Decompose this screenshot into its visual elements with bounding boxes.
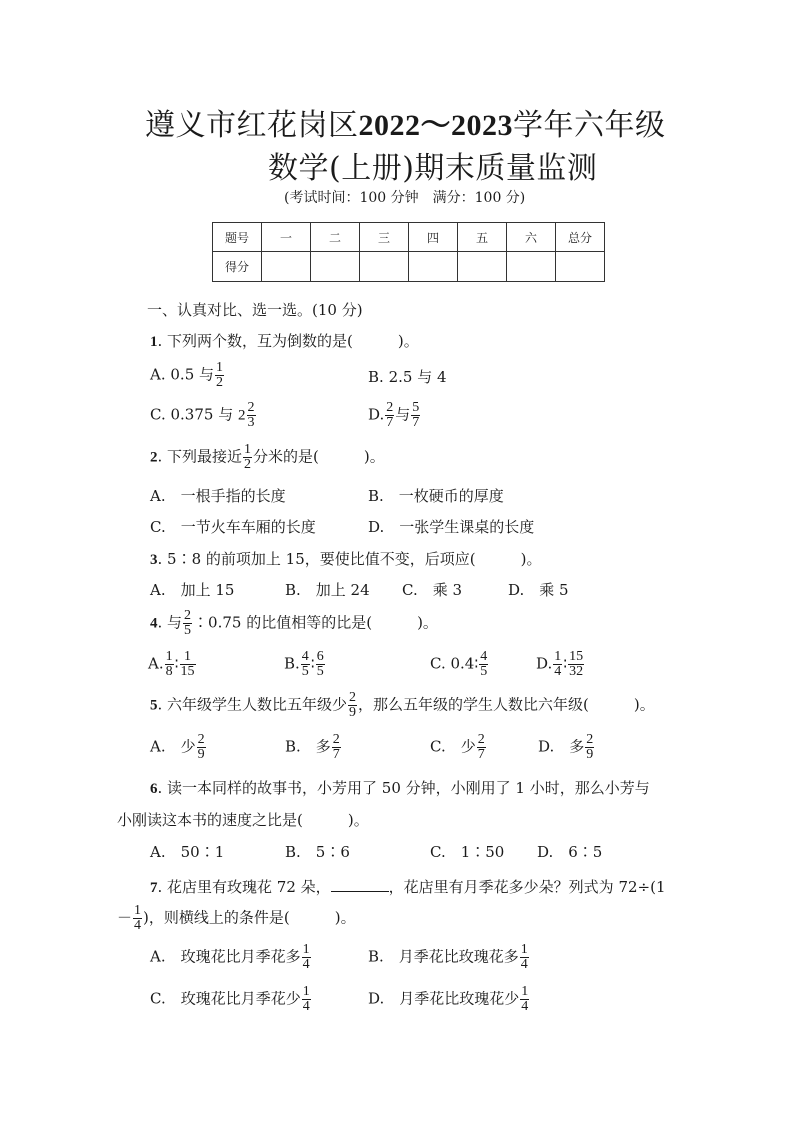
q5-option-c [430,733,487,762]
score-header-cell: 总分 [556,223,605,252]
fraction [477,733,486,762]
numerator: 1 [554,649,562,664]
q2-option-c: C. 一节火车车厢的长度 [150,518,316,536]
question-3-stem [150,552,541,568]
q1-option-d [368,401,421,430]
numerator: 1 [134,903,142,918]
numerator: 1 [521,984,529,999]
option-text: D. 月季花比玫瑰花少 [368,989,520,1008]
answer-blank[interactable] [331,877,389,892]
question-text: . 花店里有玫瑰花 72 朵， [157,878,331,896]
q6-option-b: B. 5∶6 [285,843,350,861]
fraction [197,733,206,762]
denominator: 7 [386,415,394,430]
question-number: 5 [150,697,158,714]
numerator: 2 [197,732,205,747]
q4-option-c [430,650,489,679]
score-row-label: 得分 [213,252,262,282]
numerator: 2 [332,732,340,747]
fraction [302,985,311,1014]
option-text: 与 [395,405,411,424]
q7-option-c [150,985,312,1014]
question-6-stem-cont: 小刚读这本书的速度之比是( )。 [117,811,369,829]
option-label: A. [148,654,164,673]
question-text: . 5∶8 的前项加上 15，要使比值不变，后项应( )。 [157,550,542,568]
numerator: 1 [302,942,310,957]
denominator: 15 [180,664,195,679]
denominator: 3 [247,415,255,430]
fraction [520,943,529,972]
score-header-cell: 二 [311,223,360,252]
denominator: 7 [477,747,485,762]
numerator: 4 [480,649,488,664]
q1-option-c [150,401,257,430]
fraction [183,609,192,638]
score-header-cell: 题号 [213,223,262,252]
numerator: 2 [247,400,255,415]
page-subtitle [268,143,597,187]
score-cell[interactable] [556,252,605,282]
q4-option-a [148,650,197,679]
score-cell[interactable] [360,252,409,282]
fraction [302,943,311,972]
fraction [479,650,488,679]
option-text: A. 玫瑰花比月季花多 [150,947,301,966]
question-number: 6 [150,781,158,797]
title-years: 2022～2023 [358,109,513,142]
question-text: . 与 [157,613,183,632]
q6-option-c: C. 1∶50 [430,843,505,861]
fraction [133,904,142,933]
option-label: B. [368,368,384,386]
option-text: 0.4∶ [450,654,479,673]
ratio-colon: ∶ [563,654,568,673]
score-cell[interactable] [409,252,458,282]
question-number: 3 [150,552,158,568]
q4-option-d [536,650,585,679]
q1-option-b [368,370,447,385]
question-6-stem [150,781,650,797]
denominator: 5 [184,623,192,638]
fraction [165,650,174,679]
q5-option-d [538,733,595,762]
numerator: 1 [520,942,528,957]
score-header-cell: 一 [262,223,311,252]
option-text: 0.375 与 [170,405,234,424]
q4-option-b [284,650,326,679]
ratio-colon: ∶ [174,654,179,673]
fraction [568,650,584,679]
denominator: 9 [586,747,594,762]
question-1-stem [150,334,419,350]
fraction [215,361,224,390]
denominator: 5 [316,664,324,679]
option-text: A. 少 [150,737,196,756]
score-cell[interactable] [311,252,360,282]
title-part1: 遵义市红花岗区 [145,108,359,143]
denominator: 2 [244,457,252,472]
option-label: C. [430,654,446,673]
option-label: A. [150,365,166,384]
question-text: － [117,908,133,927]
score-header-cell: 三 [360,223,409,252]
question-2-stem [150,443,385,472]
option-label: C. [150,405,166,424]
numerator: 2 [386,400,394,415]
numerator: 1 [302,984,310,999]
q2-option-b: B. 一枚硬币的厚度 [368,487,504,505]
fraction [553,650,562,679]
question-number: 7 [150,880,158,896]
score-header-cell: 五 [458,223,507,252]
option-label: B. [284,654,300,673]
question-text: ，花店里有月季花多少朵？列式为 72÷(1 [388,878,666,896]
numerator: 2 [349,690,357,705]
question-text: . 六年级学生人数比五年级少 [157,695,348,714]
q1-option-a [150,361,225,390]
option-label: D. [368,405,385,424]
option-text: C. 玫瑰花比月季花少 [150,989,301,1008]
option-text: D. 多 [538,737,585,756]
q6-option-d: D. 6∶5 [537,843,603,861]
numerator: 1 [180,650,196,665]
denominator: 4 [521,999,529,1014]
question-text: 分米的是( )。 [253,447,385,466]
q7-option-a [150,943,312,972]
score-row [213,252,605,282]
q6-option-a: A. 50∶1 [150,843,225,861]
question-text: )，则横线上的条件是( )。 [143,908,356,927]
score-header-cell: 四 [409,223,458,252]
option-text: B. 多 [285,737,331,756]
option-text: B. 月季花比玫瑰花多 [368,947,519,966]
denominator: 7 [412,415,420,430]
exam-info: (考试时间：100 分钟 满分：100 分) [284,190,526,206]
denominator: 4 [302,957,310,972]
question-7-stem-cont [117,904,356,933]
fraction [585,733,594,762]
question-text: . 读一本同样的故事书，小芳用了 50 分钟，小刚用了 1 小时，那么小芳与 [157,779,650,797]
fraction [316,650,325,679]
section-title: 一、认真对比、选一选。(10 分) [147,301,363,319]
question-4-stem [150,609,438,638]
q7-option-d [368,985,530,1014]
numerator: 6 [316,649,324,664]
fraction [385,401,394,430]
score-cell[interactable] [507,252,556,282]
q3-option-c: C. 乘 3 [402,581,463,599]
q3-option-d: D. 乘 5 [508,581,569,599]
q2-option-d: D. 一张学生课桌的长度 [368,518,535,536]
denominator: 5 [301,664,309,679]
fraction [411,401,420,430]
question-text: ，那么五年级的学生人数比六年级( )。 [358,695,655,714]
question-number: 1 [150,334,158,350]
denominator: 9 [197,747,205,762]
q7-option-b [368,943,530,972]
numerator: 2 [586,732,594,747]
mixed-whole: 2 [238,407,246,424]
numerator: 4 [301,649,309,664]
score-table [212,222,605,282]
denominator: 32 [569,664,584,679]
q3-option-a: A. 加上 15 [150,581,235,599]
question-number: 2 [150,449,158,466]
page-title [145,100,666,144]
q5-option-b [285,733,342,762]
numerator: 1 [244,442,252,457]
subtitle-text: 数学(上册)期末质量监测 [268,151,598,186]
fraction [348,691,357,720]
fraction [247,401,256,430]
question-7-stem [150,877,666,896]
title-part2: 学年六年级 [513,108,666,143]
q2-option-a: A. 一根手指的长度 [150,487,286,505]
denominator: 2 [216,375,224,390]
fraction [520,985,529,1014]
denominator: 9 [349,705,357,720]
numerator: 15 [569,649,584,664]
numerator: 2 [477,732,485,747]
score-cell[interactable] [458,252,507,282]
option-text: C. 少 [430,737,476,756]
numerator: 1 [165,649,173,664]
fraction [180,650,196,679]
denominator: 4 [302,999,310,1014]
fraction [301,650,310,679]
denominator: 7 [332,747,340,762]
option-label: D. [536,654,553,673]
score-header-cell: 六 [507,223,556,252]
denominator: 8 [165,664,173,679]
denominator: 4 [554,664,562,679]
numerator: 2 [184,608,192,623]
denominator: 5 [480,664,488,679]
option-text: 0.5 与 [170,365,215,384]
question-5-stem [150,691,655,720]
numerator: 5 [412,400,420,415]
score-header-row [213,223,605,252]
question-text: ∶0.75 的比值相等的比是( )。 [193,613,438,632]
denominator: 4 [520,957,528,972]
numerator: 1 [216,360,224,375]
q3-option-b: B. 加上 24 [285,581,370,599]
ratio-colon: ∶ [310,654,315,673]
option-text: 2.5 与 4 [388,368,447,386]
question-number: 4 [150,615,158,632]
fraction [243,443,252,472]
q5-option-a [150,733,207,762]
question-text: . 下列两个数，互为倒数的是( )。 [157,332,419,350]
denominator: 4 [134,918,142,933]
fraction [332,733,341,762]
question-text: . 下列最接近 [157,447,243,466]
score-cell[interactable] [262,252,311,282]
